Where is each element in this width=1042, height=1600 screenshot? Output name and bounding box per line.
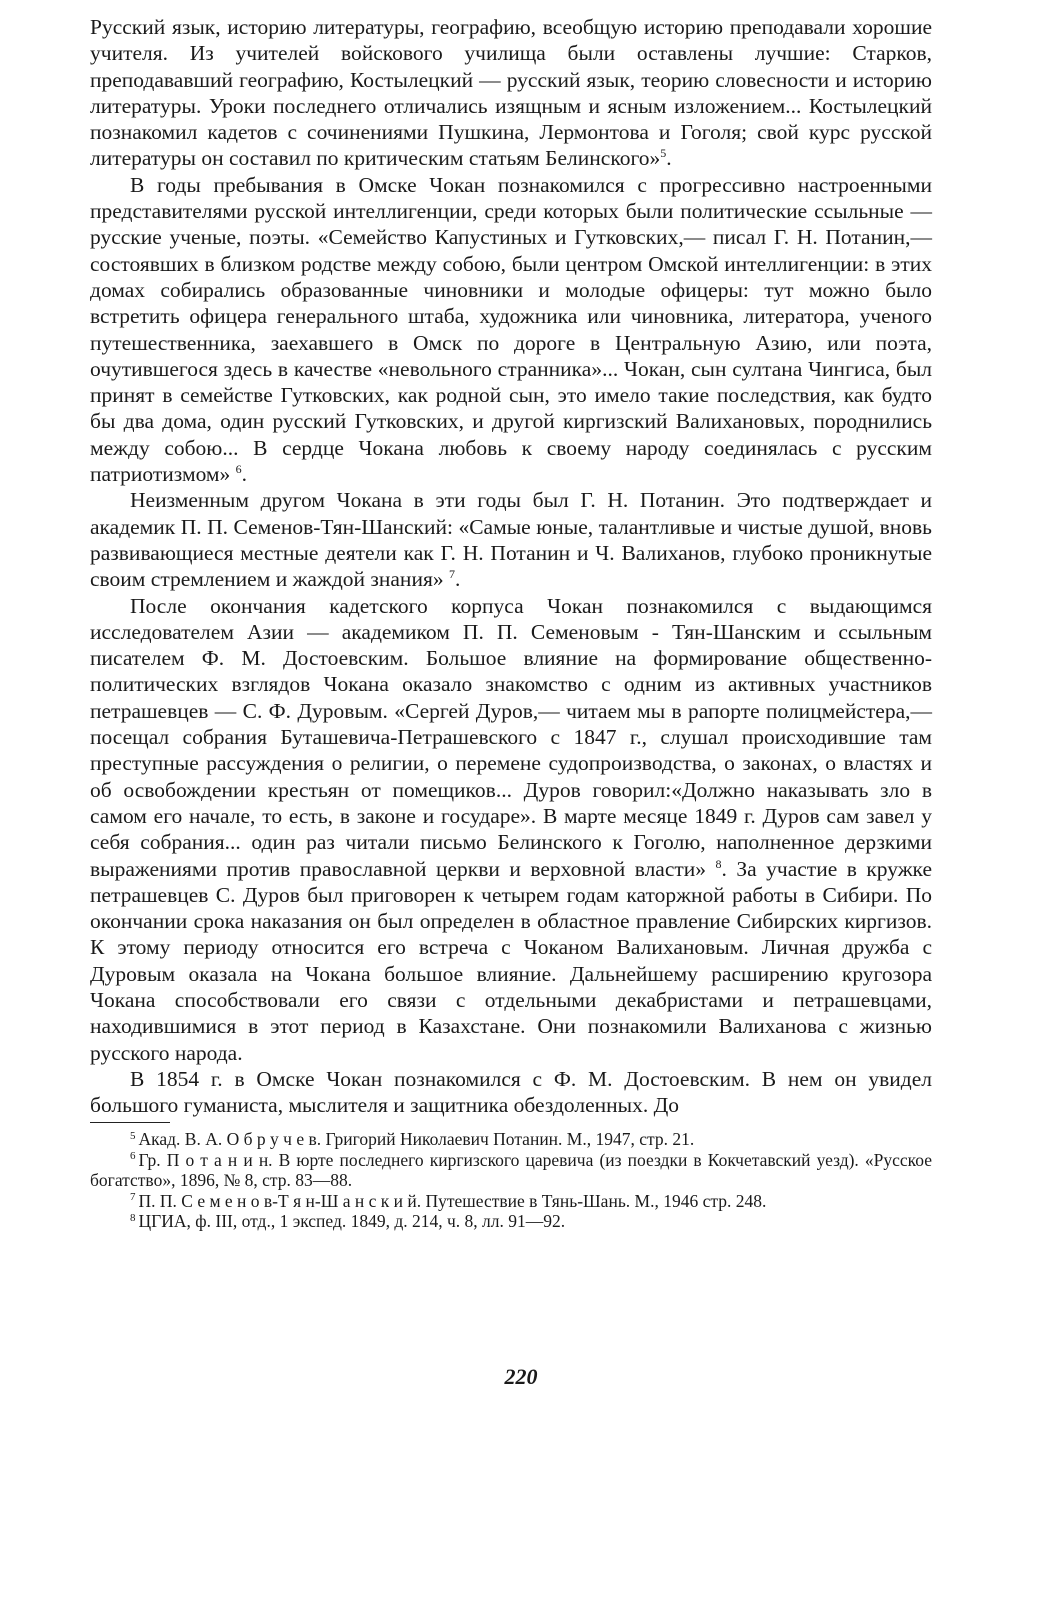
footnote-mark: 8 [130,1211,136,1224]
paragraph-3: Неизменным другом Чокана в эти годы был Г. Н. Потанин. Это подтверждает и академик П. П. Семенов-Тян-Шанский: «Самые юные, талантливые и чистые душой, вновь развивающиеся местные деятели как Г. Н. Потанин и Ч. Валиханов, глубоко проникнутые своим стремлением и жаждой знания» $^7$. [90,488,932,592]
footnote-mark: 7 [130,1191,136,1204]
footnote-divider [90,1122,170,1123]
footnote-mark: 5 [130,1129,136,1142]
footnote-7 [90,1191,932,1212]
paragraph-1: Русский язык, историю литературы, географию, всеобщую историю преподавали хорошие учителя. Из учителей войскового училища были оставлены лучшие: Старков, преподававший географию, Костылецкий — русский язык, теорию словесности и историю литературы. Уроки последнего отличались изящным и ясным изложением... Костылецкий познакомил кадетов с сочинениями Пушкина, Лермонтова и Гоголя; свой курс русской литературы он составил по критическим статьям Белинского»$^5$. [90,15,932,171]
footnote-text: П. П. С е м е н о в-Т я н-Ш а н с к и й. Путешествие в Тянь-Шань. М., 1946 стр. 248. [138,1190,767,1211]
paragraph-text: После окончания кадетского корпуса Чокан познакомился с выдающимся исследователем Азии — академиком П. П. Семеновым - Тян-Шанским и ссыльным писателем Ф. М. Достоевским. Большое влияние на формирование общественно-политических взглядов Чокана оказало знакомство с одним из активных участников петрашевцев — С. Ф. Дуровым. «Сергей Дуров,— читаем мы в рапорте полицмейстера,— посещал собрания Буташевича-Петрашевского с 1847 г., слушал происходившие там преступные рассуждения о религии, о перемене судопроизводства, о законах, о властях и об освобождении крестьян от помещиков... Дуров говорил:«Должно наказывать зло в самом его начале, то есть, в законе и государе». В марте месяце 1849 г. Дуров сам завел у себя собрания... один раз читали письмо Белинского к Гоголю, наполненное дерзкими выражениями против православной церкви и верховной власти» [90,593,932,881]
footnote-ref: 5 [660,146,667,161]
paragraph-text: Русский язык, историю литературы, географию, всеобщую историю преподавали хорошие учителя. Из учителей войскового училища были оставлены лучшие: Старков, преподававший географию, Костылецкий — русский язык, теорию словесности и историю литературы. Уроки последнего отличались изящным и ясным изложением... Костылецкий познакомил кадетов с сочинениями Пушкина, Лермонтова и Гоголя; свой курс русской литературы он составил по критическим статьям Белинского» [90,15,932,171]
paragraph-text: В 1854 г. в Омске Чокан познакомился с Ф. М. Достоевским. В нем он увидел большого гуманиста, мыслителя и защитника обездоленных. До [90,1066,932,1118]
paragraph-text-continued: . За участие в кружке петрашевцев С. Дуров был приговорен к четырем годам каторжной работы в Сибири. По окончании срока наказания он был определен в областное правление Сибирских киргизов. К этому периоду относится его встреча с Чоканом Валихановым. Личная дружба с Дуровым оказала на Чокана большое влияние. Дальнейшему расширению кругозора Чокана способствовали его связи с отдельными декабристами и петрашевцами, находившимися в этот период в Казахстане. Они познакомили Валиханова с жизнью русского народа. [90,856,933,1065]
paragraph-text: В годы пребывания в Омске Чокан познакомился с прогрессивно настроенными представителями русской интеллигенции, среди которых были политические ссыльные — русские ученые, поэты. «Семейство Капустиных и Гутковских,— писал Г. Н. Потанин,— состоявших в близком родстве между собою, были центром Омской интеллигенции: в этих домах собирались образованные чиновники и молодые офицеры: тут можно было встретить офицера генерального штаба, художника или чиновника, литератора, ученого путешественника, заехавшего в Омск по дороге в Центральную Азию, или поэта, очутившегося здесь в качестве «невольного странника»... Чокан, сын султана Чингиса, был принят в семействе Гутковских, как родной сын, это имело такие последствия, как будто бы два дома, один русский Гутковских, и другой киргизский Валихановых, породнились между собою... В сердце Чокана любовь к своему народу соединялась с русским патриотизмом» [90,172,932,487]
footnote-mark: 6 [130,1150,136,1163]
paragraph-text: Неизменным другом Чокана в эти годы был Г. Н. Потанин. Это подтверждает и академик П. П. Семенов-Тян-Шанский: «Самые юные, талантливые и чистые душой, вновь развивающиеся местные деятели как Г. Н. Потанин и Ч. Валиханов, глубоко проникнутые своим стремлением и жаждой знания» [90,488,932,592]
paragraph-2: В годы пребывания в Омске Чокан познакомился с прогрессивно настроенными представителями русской интеллигенции, среди которых были политические ссыльные — русские ученые, поэты. «Семейство Капустиных и Гутковских,— писал Г. Н. Потанин,— состоявших в близком родстве между собою, были центром Омской интеллигенции: в этих домах собирались образованные чиновники и молодые офицеры: тут можно было встретить офицера генерального штаба, художника или чиновника, литератора, ученого путешественника, заехавшего в Омск по дороге в Центральную Азию, или поэта, очутившегося здесь в качестве «невольного странника»... Чокан, сын султана Чингиса, был принят в семействе Гутковских, как родной сын, это имело такие последствия, как будто бы два дома, один русский Гутковских, и другой киргизский Валихановых, породнились между собою... В сердце Чокана любовь к своему народу соединялась с русским патриотизмом» $^6$. [90,172,932,487]
footnote-text: ЦГИА, ф. III, отд., 1 экспед. 1849, д. 214, ч. 8, лл. 91—92. [138,1211,566,1232]
footnote-ref: 8 [715,856,722,871]
paragraph-4 [90,593,932,1066]
footnote-8 [90,1211,932,1232]
footnote-text: Гр. П о т а н и н. В юрте последнего киргизского царевича (из поездки в Кокчетавский уезд). «Русское богатство», 1896, № 8, стр. 83—88. [90,1149,932,1191]
footnote-5 [90,1129,932,1150]
page-number: 220 [504,1364,538,1389]
paragraph-5 [90,1066,932,1119]
footnote-6 [90,1150,932,1191]
footnote-ref: 7 [448,567,455,582]
page-body [90,14,932,1232]
footnote-ref: 6 [235,461,242,476]
footnote-text: Акад. В. А. О б р у ч е в. Григорий Николаевич Потанин. М., 1947, стр. 21. [138,1129,695,1150]
